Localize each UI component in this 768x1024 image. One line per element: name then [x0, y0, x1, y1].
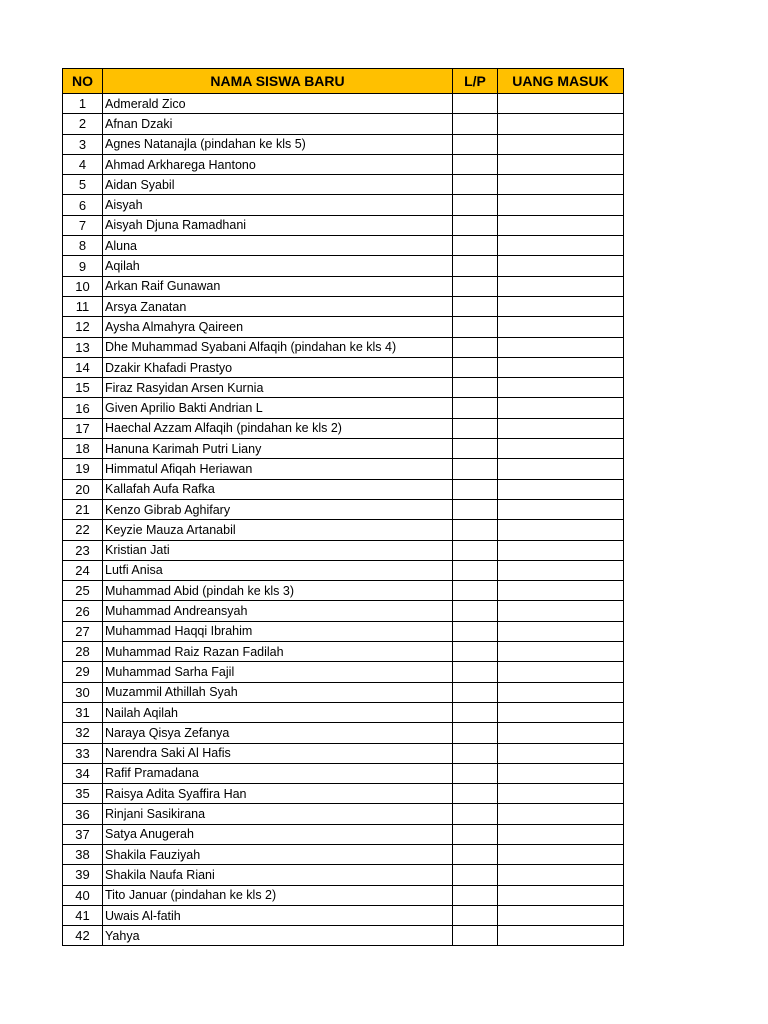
- gender-cell[interactable]: [453, 784, 498, 804]
- row-number-cell[interactable]: 22: [63, 520, 103, 540]
- row-number-cell[interactable]: 32: [63, 723, 103, 743]
- table-row: [63, 560, 624, 580]
- gender-cell[interactable]: [453, 844, 498, 864]
- gender-cell[interactable]: [453, 601, 498, 621]
- entry-fee-cell[interactable]: [498, 499, 624, 519]
- row-number-cell[interactable]: 8: [63, 236, 103, 256]
- entry-fee-cell[interactable]: [498, 865, 624, 885]
- table-row: [63, 662, 624, 682]
- table-row: [63, 378, 624, 398]
- table-row: [63, 601, 624, 621]
- table-row: [63, 784, 624, 804]
- table-row: [63, 642, 624, 662]
- row-number-cell[interactable]: 25: [63, 581, 103, 601]
- table-row: [63, 702, 624, 722]
- entry-fee-cell[interactable]: [498, 459, 624, 479]
- entry-fee-cell[interactable]: [498, 439, 624, 459]
- row-number-cell[interactable]: 5: [63, 175, 103, 195]
- entry-fee-cell[interactable]: [498, 743, 624, 763]
- student-name-cell[interactable]: Ahmad Arkharega Hantono: [103, 154, 453, 174]
- student-name-cell[interactable]: Lutfi Anisa: [103, 560, 453, 580]
- gender-cell[interactable]: [453, 459, 498, 479]
- table-row: [63, 723, 624, 743]
- gender-cell[interactable]: [453, 236, 498, 256]
- entry-fee-cell[interactable]: [498, 479, 624, 499]
- student-name-cell[interactable]: Aisyah: [103, 195, 453, 215]
- gender-cell[interactable]: [453, 114, 498, 134]
- entry-fee-cell[interactable]: [498, 337, 624, 357]
- entry-fee-cell[interactable]: [498, 784, 624, 804]
- entry-fee-cell[interactable]: [498, 824, 624, 844]
- student-name-cell[interactable]: Hanuna Karimah Putri Liany: [103, 439, 453, 459]
- row-number-cell[interactable]: 28: [63, 642, 103, 662]
- student-name-cell[interactable]: Agnes Natanajla (pindahan ke kls 5): [103, 134, 453, 154]
- gender-cell[interactable]: [453, 702, 498, 722]
- gender-cell[interactable]: [453, 175, 498, 195]
- entry-fee-cell[interactable]: [498, 682, 624, 702]
- student-name-cell[interactable]: Haechal Azzam Alfaqih (pindahan ke kls 2): [103, 418, 453, 438]
- gender-cell[interactable]: [453, 256, 498, 276]
- student-name-cell[interactable]: Kristian Jati: [103, 540, 453, 560]
- row-number-cell[interactable]: 35: [63, 784, 103, 804]
- table-row: [63, 844, 624, 864]
- table-row: [63, 763, 624, 783]
- entry-fee-cell[interactable]: [498, 926, 624, 946]
- student-name-cell[interactable]: Muhammad Raiz Razan Fadilah: [103, 642, 453, 662]
- table-row: [63, 398, 624, 418]
- entry-fee-cell[interactable]: [498, 560, 624, 580]
- gender-cell[interactable]: [453, 378, 498, 398]
- entry-fee-cell[interactable]: [498, 236, 624, 256]
- table-row: [63, 256, 624, 276]
- gender-cell[interactable]: [453, 520, 498, 540]
- row-number-cell[interactable]: 16: [63, 398, 103, 418]
- gender-cell[interactable]: [453, 195, 498, 215]
- entry-fee-cell[interactable]: [498, 398, 624, 418]
- table-row: [63, 114, 624, 134]
- gender-cell[interactable]: [453, 743, 498, 763]
- gender-cell[interactable]: [453, 154, 498, 174]
- gender-cell[interactable]: [453, 804, 498, 824]
- student-name-cell[interactable]: Narendra Saki Al Hafis: [103, 743, 453, 763]
- entry-fee-cell[interactable]: [498, 215, 624, 235]
- student-name-cell[interactable]: Himmatul Afiqah Heriawan: [103, 459, 453, 479]
- student-name-cell[interactable]: Shakila Fauziyah: [103, 844, 453, 864]
- header-no[interactable]: NO: [63, 69, 103, 94]
- header-lp[interactable]: L/P: [453, 69, 498, 94]
- table-row: [63, 276, 624, 296]
- student-name-cell[interactable]: Arsya Zanatan: [103, 296, 453, 316]
- table-row: [63, 905, 624, 925]
- student-name-cell[interactable]: Rafif Pramadana: [103, 763, 453, 783]
- table-row: [63, 337, 624, 357]
- entry-fee-cell[interactable]: [498, 662, 624, 682]
- gender-cell[interactable]: [453, 540, 498, 560]
- table-row: [63, 215, 624, 235]
- table-row: [63, 865, 624, 885]
- student-name-cell[interactable]: Muhammad Sarha Fajil: [103, 662, 453, 682]
- row-number-cell[interactable]: 14: [63, 357, 103, 377]
- row-number-cell[interactable]: 7: [63, 215, 103, 235]
- entry-fee-cell[interactable]: [498, 844, 624, 864]
- row-number-cell[interactable]: 38: [63, 844, 103, 864]
- student-name-cell[interactable]: Muzammil Athillah Syah: [103, 682, 453, 702]
- row-number-cell[interactable]: 30: [63, 682, 103, 702]
- entry-fee-cell[interactable]: [498, 134, 624, 154]
- entry-fee-cell[interactable]: [498, 804, 624, 824]
- row-number-cell[interactable]: 18: [63, 439, 103, 459]
- row-number-cell[interactable]: 39: [63, 865, 103, 885]
- row-number-cell[interactable]: 21: [63, 499, 103, 519]
- table-row: [63, 134, 624, 154]
- row-number-cell[interactable]: 2: [63, 114, 103, 134]
- row-number-cell[interactable]: 1: [63, 94, 103, 114]
- row-number-cell[interactable]: 3: [63, 134, 103, 154]
- entry-fee-cell[interactable]: [498, 520, 624, 540]
- gender-cell[interactable]: [453, 499, 498, 519]
- gender-cell[interactable]: [453, 865, 498, 885]
- gender-cell[interactable]: [453, 926, 498, 946]
- header-name[interactable]: NAMA SISWA BARU: [103, 69, 453, 94]
- student-name-cell[interactable]: Aidan Syabil: [103, 175, 453, 195]
- row-number-cell[interactable]: 36: [63, 804, 103, 824]
- student-name-cell[interactable]: Naraya Qisya Zefanya: [103, 723, 453, 743]
- student-name-cell[interactable]: Aysha Almahyra Qaireen: [103, 317, 453, 337]
- row-number-cell[interactable]: 10: [63, 276, 103, 296]
- table-row: [63, 885, 624, 905]
- gender-cell[interactable]: [453, 885, 498, 905]
- student-name-cell[interactable]: Afnan Dzaki: [103, 114, 453, 134]
- entry-fee-cell[interactable]: [498, 540, 624, 560]
- header-uang-masuk[interactable]: UANG MASUK: [498, 69, 624, 94]
- gender-cell[interactable]: [453, 905, 498, 925]
- table-row: [63, 743, 624, 763]
- entry-fee-cell[interactable]: [498, 905, 624, 925]
- header-row: [63, 69, 624, 94]
- row-number-cell[interactable]: 42: [63, 926, 103, 946]
- table-row: [63, 317, 624, 337]
- student-name-cell[interactable]: Muhammad Haqqi Ibrahim: [103, 621, 453, 641]
- gender-cell[interactable]: [453, 398, 498, 418]
- student-name-cell[interactable]: Aqilah: [103, 256, 453, 276]
- student-name-cell[interactable]: Arkan Raif Gunawan: [103, 276, 453, 296]
- gender-cell[interactable]: [453, 723, 498, 743]
- entry-fee-cell[interactable]: [498, 94, 624, 114]
- entry-fee-cell[interactable]: [498, 175, 624, 195]
- student-name-cell[interactable]: Aisyah Djuna Ramadhani: [103, 215, 453, 235]
- student-name-cell[interactable]: Satya Anugerah: [103, 824, 453, 844]
- gender-cell[interactable]: [453, 94, 498, 114]
- entry-fee-cell[interactable]: [498, 154, 624, 174]
- table-row: [63, 236, 624, 256]
- row-number-cell[interactable]: 4: [63, 154, 103, 174]
- row-number-cell[interactable]: 17: [63, 418, 103, 438]
- gender-cell[interactable]: [453, 134, 498, 154]
- table-row: [63, 499, 624, 519]
- gender-cell[interactable]: [453, 296, 498, 316]
- gender-cell[interactable]: [453, 621, 498, 641]
- table-row: [63, 94, 624, 114]
- table-row: [63, 682, 624, 702]
- student-name-cell[interactable]: Yahya: [103, 926, 453, 946]
- student-name-cell[interactable]: Raisya Adita Syaffira Han: [103, 784, 453, 804]
- row-number-cell[interactable]: 20: [63, 479, 103, 499]
- student-name-cell[interactable]: Muhammad Andreansyah: [103, 601, 453, 621]
- student-name-cell[interactable]: Tito Januar (pindahan ke kls 2): [103, 885, 453, 905]
- row-number-cell[interactable]: 24: [63, 560, 103, 580]
- gender-cell[interactable]: [453, 276, 498, 296]
- student-name-cell[interactable]: Uwais Al-fatih: [103, 905, 453, 925]
- table-row: [63, 479, 624, 499]
- student-name-cell[interactable]: Rinjani Sasikirana: [103, 804, 453, 824]
- row-number-cell[interactable]: 29: [63, 662, 103, 682]
- student-name-cell[interactable]: Dhe Muhammad Syabani Alfaqih (pindahan ke kls 4): [103, 337, 453, 357]
- gender-cell[interactable]: [453, 337, 498, 357]
- student-name-cell[interactable]: Admerald Zico: [103, 94, 453, 114]
- gender-cell[interactable]: [453, 662, 498, 682]
- row-number-cell[interactable]: 23: [63, 540, 103, 560]
- student-table: [62, 68, 624, 946]
- row-number-cell[interactable]: 26: [63, 601, 103, 621]
- table-row: [63, 175, 624, 195]
- table-row: [63, 357, 624, 377]
- gender-cell[interactable]: [453, 215, 498, 235]
- gender-cell[interactable]: [453, 581, 498, 601]
- table-row: [63, 824, 624, 844]
- table-body: [63, 94, 624, 946]
- student-name-cell[interactable]: Muhammad Abid (pindah ke kls 3): [103, 581, 453, 601]
- row-number-cell[interactable]: 27: [63, 621, 103, 641]
- entry-fee-cell[interactable]: [498, 581, 624, 601]
- entry-fee-cell[interactable]: [498, 763, 624, 783]
- row-number-cell[interactable]: 40: [63, 885, 103, 905]
- row-number-cell[interactable]: 41: [63, 905, 103, 925]
- gender-cell[interactable]: [453, 357, 498, 377]
- row-number-cell[interactable]: 9: [63, 256, 103, 276]
- table-row: [63, 195, 624, 215]
- entry-fee-cell[interactable]: [498, 256, 624, 276]
- gender-cell[interactable]: [453, 682, 498, 702]
- entry-fee-cell[interactable]: [498, 378, 624, 398]
- entry-fee-cell[interactable]: [498, 195, 624, 215]
- table-row: [63, 540, 624, 560]
- row-number-cell[interactable]: 12: [63, 317, 103, 337]
- student-name-cell[interactable]: Nailah Aqilah: [103, 702, 453, 722]
- student-name-cell[interactable]: Given Aprilio Bakti Andrian L: [103, 398, 453, 418]
- row-number-cell[interactable]: 15: [63, 378, 103, 398]
- gender-cell[interactable]: [453, 317, 498, 337]
- table-row: [63, 459, 624, 479]
- row-number-cell[interactable]: 33: [63, 743, 103, 763]
- gender-cell[interactable]: [453, 560, 498, 580]
- row-number-cell[interactable]: 34: [63, 763, 103, 783]
- entry-fee-cell[interactable]: [498, 357, 624, 377]
- gender-cell[interactable]: [453, 418, 498, 438]
- gender-cell[interactable]: [453, 479, 498, 499]
- student-name-cell[interactable]: Aluna: [103, 236, 453, 256]
- row-number-cell[interactable]: 13: [63, 337, 103, 357]
- row-number-cell[interactable]: 31: [63, 702, 103, 722]
- entry-fee-cell[interactable]: [498, 276, 624, 296]
- entry-fee-cell[interactable]: [498, 418, 624, 438]
- gender-cell[interactable]: [453, 642, 498, 662]
- row-number-cell[interactable]: 11: [63, 296, 103, 316]
- student-name-cell[interactable]: Kenzo Gibrab Aghifary: [103, 499, 453, 519]
- table-row: [63, 621, 624, 641]
- entry-fee-cell[interactable]: [498, 317, 624, 337]
- student-name-cell[interactable]: Keyzie Mauza Artanabil: [103, 520, 453, 540]
- table-row: [63, 581, 624, 601]
- student-name-cell[interactable]: Dzakir Khafadi Prastyo: [103, 357, 453, 377]
- table-row: [63, 418, 624, 438]
- student-name-cell[interactable]: Firaz Rasyidan Arsen Kurnia: [103, 378, 453, 398]
- entry-fee-cell[interactable]: [498, 114, 624, 134]
- student-name-cell[interactable]: Kallafah Aufa Rafka: [103, 479, 453, 499]
- table-row: [63, 926, 624, 946]
- row-number-cell[interactable]: 6: [63, 195, 103, 215]
- entry-fee-cell[interactable]: [498, 296, 624, 316]
- entry-fee-cell[interactable]: [498, 601, 624, 621]
- table-row: [63, 804, 624, 824]
- entry-fee-cell[interactable]: [498, 723, 624, 743]
- table-row: [63, 520, 624, 540]
- table-row: [63, 154, 624, 174]
- entry-fee-cell[interactable]: [498, 621, 624, 641]
- gender-cell[interactable]: [453, 439, 498, 459]
- gender-cell[interactable]: [453, 824, 498, 844]
- row-number-cell[interactable]: 37: [63, 824, 103, 844]
- table-row: [63, 439, 624, 459]
- row-number-cell[interactable]: 19: [63, 459, 103, 479]
- student-name-cell[interactable]: Shakila Naufa Riani: [103, 865, 453, 885]
- entry-fee-cell[interactable]: [498, 642, 624, 662]
- table-row: [63, 296, 624, 316]
- gender-cell[interactable]: [453, 763, 498, 783]
- entry-fee-cell[interactable]: [498, 885, 624, 905]
- entry-fee-cell[interactable]: [498, 702, 624, 722]
